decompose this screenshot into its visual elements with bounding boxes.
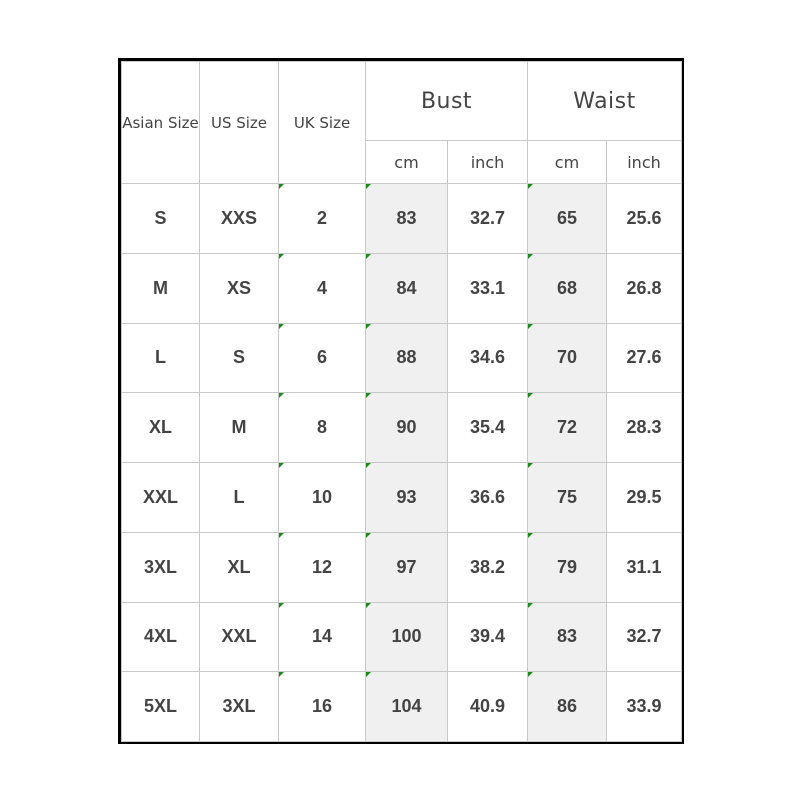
table-row	[122, 532, 682, 602]
table-row	[122, 323, 682, 393]
uk-size-cell: 10	[279, 463, 366, 533]
bust-inch-cell: 34.6	[448, 323, 528, 393]
bust-header: Bust	[366, 62, 528, 141]
bust-inch-cell: 39.4	[448, 602, 528, 672]
bust-cm-header: cm	[366, 141, 448, 184]
us-size-cell: 3XL	[200, 672, 279, 742]
waist-inch-cell: 32.7	[607, 602, 682, 672]
asian-size-cell: 3XL	[122, 532, 200, 602]
bust-cm-cell: 84	[366, 253, 448, 323]
waist-header: Waist	[528, 62, 682, 141]
waist-cm-cell: 72	[528, 393, 607, 463]
bust-cm-cell: 88	[366, 323, 448, 393]
us-size-cell: XS	[200, 253, 279, 323]
bust-cm-cell: 90	[366, 393, 448, 463]
waist-inch-cell: 33.9	[607, 672, 682, 742]
bust-inch-cell: 33.1	[448, 253, 528, 323]
asian-size-cell: XXL	[122, 463, 200, 533]
table-row	[122, 184, 682, 254]
us-size-header: US Size	[200, 62, 279, 184]
waist-inch-cell: 27.6	[607, 323, 682, 393]
waist-inch-header: inch	[607, 141, 682, 184]
bust-cm-cell: 104	[366, 672, 448, 742]
bust-inch-header: inch	[448, 141, 528, 184]
us-size-cell: XXS	[200, 184, 279, 254]
size-chart-frame	[118, 58, 684, 744]
waist-inch-cell: 28.3	[607, 393, 682, 463]
us-size-cell: L	[200, 463, 279, 533]
asian-size-cell: XL	[122, 393, 200, 463]
asian-size-cell: 4XL	[122, 602, 200, 672]
uk-size-cell: 2	[279, 184, 366, 254]
waist-inch-cell: 25.6	[607, 184, 682, 254]
us-size-cell: XXL	[200, 602, 279, 672]
bust-cm-cell: 100	[366, 602, 448, 672]
waist-cm-cell: 70	[528, 323, 607, 393]
bust-inch-cell: 32.7	[448, 184, 528, 254]
asian-size-cell: L	[122, 323, 200, 393]
uk-size-cell: 12	[279, 532, 366, 602]
uk-size-cell: 14	[279, 602, 366, 672]
asian-size-cell: 5XL	[122, 672, 200, 742]
size-chart-table	[121, 61, 682, 742]
uk-size-cell: 8	[279, 393, 366, 463]
bust-inch-cell: 35.4	[448, 393, 528, 463]
bust-inch-cell: 38.2	[448, 532, 528, 602]
bust-inch-cell: 36.6	[448, 463, 528, 533]
asian-size-cell: M	[122, 253, 200, 323]
uk-size-cell: 4	[279, 253, 366, 323]
waist-inch-cell: 26.8	[607, 253, 682, 323]
asian-size-cell: S	[122, 184, 200, 254]
us-size-cell: M	[200, 393, 279, 463]
uk-size-header: UK Size	[279, 62, 366, 184]
asian-size-header: Asian Size	[122, 62, 200, 184]
waist-cm-cell: 86	[528, 672, 607, 742]
waist-cm-cell: 79	[528, 532, 607, 602]
waist-cm-cell: 65	[528, 184, 607, 254]
bust-cm-cell: 97	[366, 532, 448, 602]
waist-inch-cell: 31.1	[607, 532, 682, 602]
bust-inch-cell: 40.9	[448, 672, 528, 742]
waist-inch-cell: 29.5	[607, 463, 682, 533]
uk-size-cell: 6	[279, 323, 366, 393]
bust-cm-cell: 93	[366, 463, 448, 533]
header-row-top	[122, 62, 682, 141]
uk-size-cell: 16	[279, 672, 366, 742]
us-size-cell: XL	[200, 532, 279, 602]
waist-cm-header: cm	[528, 141, 607, 184]
table-row	[122, 672, 682, 742]
waist-cm-cell: 83	[528, 602, 607, 672]
waist-cm-cell: 68	[528, 253, 607, 323]
table-row	[122, 463, 682, 533]
table-row	[122, 253, 682, 323]
us-size-cell: S	[200, 323, 279, 393]
table-row	[122, 393, 682, 463]
bust-cm-cell: 83	[366, 184, 448, 254]
waist-cm-cell: 75	[528, 463, 607, 533]
table-row	[122, 602, 682, 672]
